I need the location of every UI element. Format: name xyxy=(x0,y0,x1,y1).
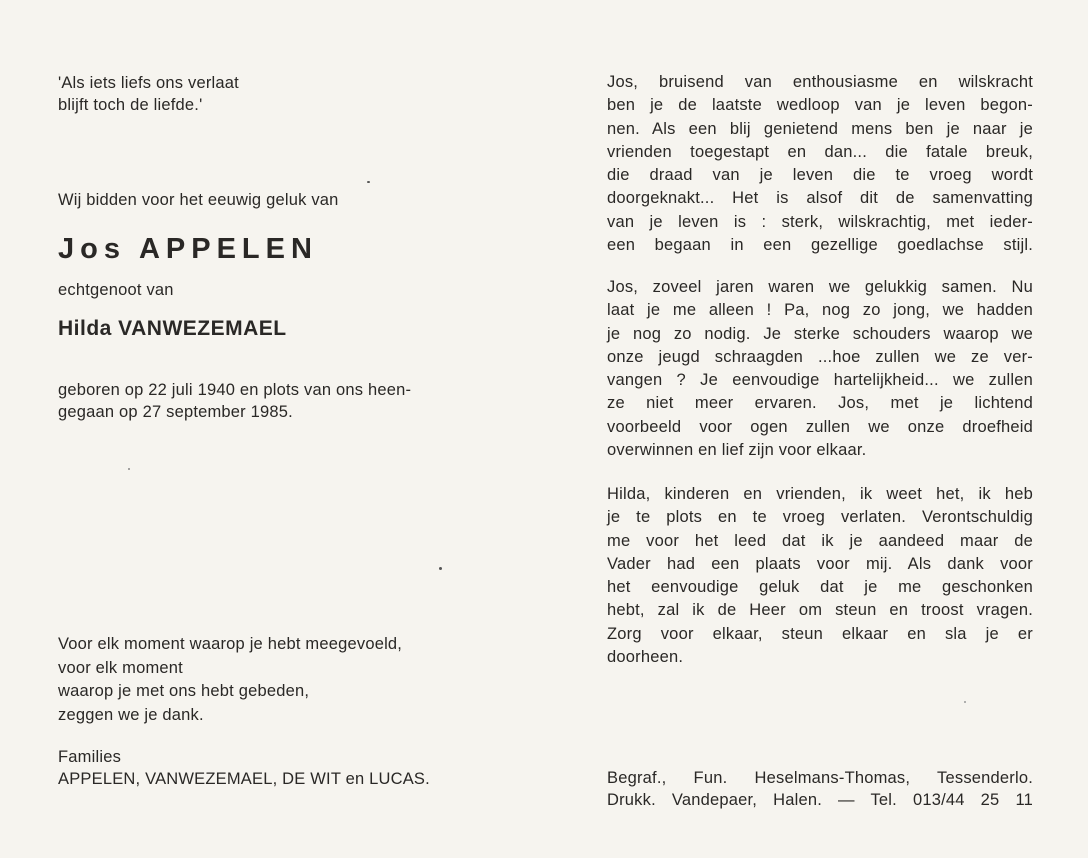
thanks-line: waarop je met ons hebt gebeden, xyxy=(58,682,310,700)
motto xyxy=(58,72,488,116)
thanks-line: voor elk moment xyxy=(58,658,183,677)
paper-speck xyxy=(964,701,966,703)
footer xyxy=(607,767,1033,811)
text-line: Hilda, kinderen en vrienden, ik weet het, ik heb xyxy=(607,485,1033,503)
text-line: ben je de laatste wedloop van je leven begon- xyxy=(607,96,1033,115)
motto-line: 'Als iets liefs ons verlaat xyxy=(58,74,239,92)
text-line: ze niet meer ervaren. Jos, met je lichtend xyxy=(607,394,1033,413)
text-line: die draad van je leven die te vroeg wordt xyxy=(607,166,1033,185)
life-dates xyxy=(58,379,488,423)
text-line: vrienden toegestapt en dan... die fatale breuk, xyxy=(607,142,1033,161)
text-line: nen. Als een blij genietend mens ben je naar je xyxy=(607,119,1033,138)
text-line: voorbeeld voor ogen zullen we onze droefheid xyxy=(607,417,1033,436)
text-line: Jos, zoveel jaren waren we gelukkig samen. Nu xyxy=(607,278,1033,296)
text-line: doorheen. xyxy=(607,648,684,667)
text-line: het eenvoudige geluk dat je me geschonken xyxy=(607,578,1033,597)
thanks-line: Voor elk moment waarop je hebt meegevoeld, xyxy=(58,635,403,653)
text-line: hebt, zal ik de Heer om steun en troost vragen. xyxy=(607,601,1033,620)
dates-line: geboren op 22 juli 1940 en plots van ons heen- xyxy=(58,381,412,399)
paper-speck xyxy=(367,181,370,183)
thanks-verse xyxy=(58,633,488,727)
paper-speck xyxy=(439,567,442,570)
families xyxy=(58,746,488,790)
text-line: je te plots en te vroeg verlaten. Verontschuldig xyxy=(607,508,1033,527)
spouse-label: echtgenoot van xyxy=(58,281,174,299)
text-line: doorgeknakt... Het is alsof dit de samenvatting xyxy=(607,189,1033,208)
text-line: je nog zo nodig. Je sterke schouders waarop we xyxy=(607,324,1033,343)
text-line: Vader had een plaats voor mij. Als dank voor xyxy=(607,554,1033,573)
text-line: onze jeugd schraagden ...hoe zullen we ze ver- xyxy=(607,347,1033,366)
dates-line: gegaan op 27 september 1985. xyxy=(58,403,293,421)
motto-line: blijft toch de liefde.' xyxy=(58,96,203,114)
families-label: Families xyxy=(58,748,122,766)
thanks-line: zeggen we je dank. xyxy=(58,705,204,724)
paragraph-3 xyxy=(607,483,1033,669)
printer-info: Drukk. Vandepaer, Halen. — Tel. 013/44 25 11 xyxy=(607,791,1033,809)
text-line: laat je me alleen ! Pa, nog zo jong, we hadden xyxy=(607,301,1033,320)
prayer-intro: Wij bidden voor het eeuwig geluk van xyxy=(58,191,339,209)
text-line: me voor het leed dat ik je aandeed maar de xyxy=(607,531,1033,550)
spouse-name: Hilda VANWEZEMAEL xyxy=(58,317,287,340)
text-line: een begaan in een gezellige goedlachse stijl. xyxy=(607,236,1033,255)
text-line: Zorg voor elkaar, steun elkaar en sla je er xyxy=(607,624,1033,643)
text-line: overwinnen en lief zijn voor elkaar. xyxy=(607,441,867,460)
paragraph-1 xyxy=(607,71,1033,257)
deceased-name: Jos APPELEN xyxy=(58,233,318,265)
text-line: vangen ? Je eenvoudige hartelijkheid... we zullen xyxy=(607,371,1033,390)
funeral-director: Begraf., Fun. Heselmans-Thomas, Tessenderlo. xyxy=(607,769,1033,787)
paragraph-2 xyxy=(607,276,1033,462)
text-line: van je leven is : sterk, wilskrachtig, met ieder- xyxy=(607,212,1033,231)
text-line: Jos, bruisend van enthousiasme en wilskracht xyxy=(607,73,1033,91)
paper-speck xyxy=(128,468,130,470)
families-names: APPELEN, VANWEZEMAEL, DE WIT en LUCAS. xyxy=(58,770,430,788)
